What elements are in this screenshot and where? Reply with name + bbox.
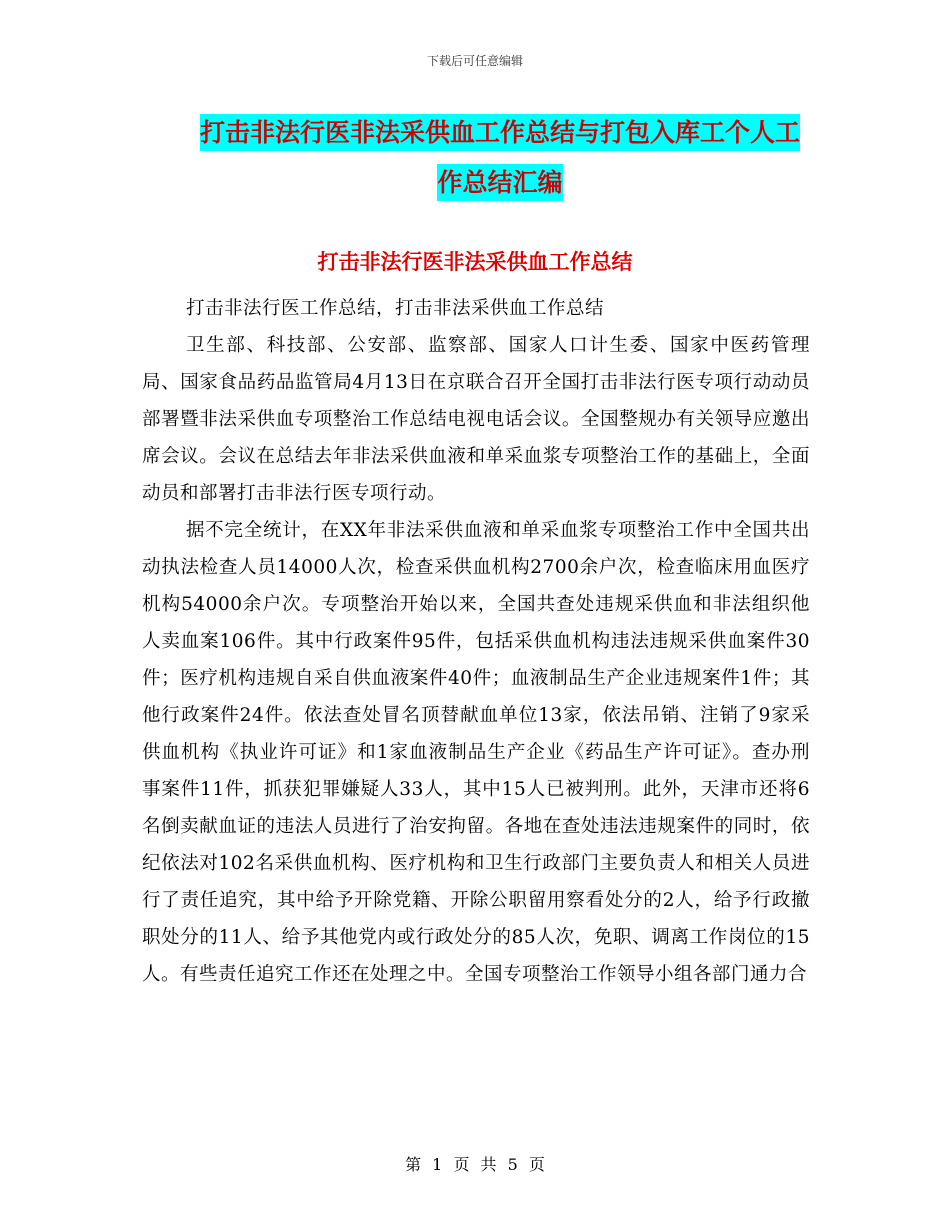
section-title: 打击非法行医非法采供血工作总结 [317, 250, 633, 274]
document-title [190, 108, 810, 208]
document-title-text: 打击非法行医非法采供血工作总结与打包入库工个人工作总结汇编 [200, 114, 800, 201]
page-footer: 第 1 页 共 5 页 [405, 1155, 545, 1174]
header-note: 下载后可任意编辑 [426, 54, 523, 68]
paragraph-statistics: 据不完全统计，在XX年非法采供血液和单采血浆专项整治工作中全国共出动执法检查人员14000人次，检查采供血机构2700余户次，检查临床用血医疗机构54000余户次。专项整治开始以来，全国共查处违规采供血和非法组织他人卖血案106件。其中行政案件95件，包括采供血机构违法违规采供血案件30件；医疗机构违规自采自供血液案件40件；血液制品生产企业违规案件1件；其他行政案件24件。依法查处冒名顶替献血单位13家，依法吊销、注销了9家采供血机构《执业许可证》和1家血液制品生产企业《药品生产许可证》。查办刑事案件11件，抓获犯罪嫌疑人33人，其中15人已被判刑。此外，天津市还将6名倒卖献血证的违法人员进行了治安拘留。各地在查处违法违规案件的同时，依纪依法对102名采供血机构、医疗机构和卫生行政部门主要负责人和相关人员进行了责任追究，其中给予开除党籍、开除公职留用察看处分的2人，给予行政撤职处分的11人、给予其他党内或行政处分的85人次，免职、调离工作岗位的15人。有些责任追究工作还在处理之中。全国专项整治工作领导小组各部门通力合 [142, 520, 810, 985]
paragraph-intro: 打击非法行医工作总结，打击非法采供血工作总结 [186, 298, 605, 319]
document-body [142, 290, 810, 993]
paragraph-meeting: 卫生部、科技部、公安部、监察部、国家人口计生委、国家中医药管理局、国家食品药品监管局4月13日在京联合召开全国打击非法行医专项行动动员部署暨非法采供血专项整治工作总结电视电话会议。全国整规办有关领导应邀出席会议。会议在总结去年非法采供血液和单采血浆专项整治工作的基础上，全面动员和部署打击非法行医专项行动。 [142, 335, 810, 504]
